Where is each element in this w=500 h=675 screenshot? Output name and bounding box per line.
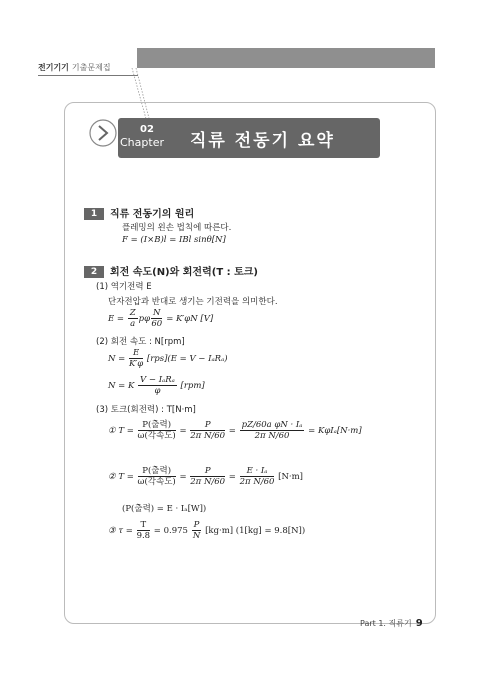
top-banner: [137, 48, 435, 68]
book-header: [38, 62, 111, 73]
subheading-emf: (1) 역기전력 E: [96, 282, 152, 292]
speed-fraction-2: $\frac{\text{V − IₐRₐ}}{\varphi}$: [140, 375, 175, 396]
section-2-number: 2: [84, 266, 104, 278]
torque-formula-3: ③ τ = $\frac{T}{9.8}$ = 0.975 $\frac{P}{N}$ [kg·m] (1[kg] = 9.8[N]): [108, 520, 306, 541]
speed-formula-1: N = $\frac{E}{K'\varphi}$ [rps](E = V − IₐRₐ): [108, 348, 228, 369]
section-2-title: 회전 속도(N)와 회전력(T : 토크): [110, 267, 258, 278]
chapter-word: Chapter: [120, 136, 164, 149]
torque-formula-1: ① T = $\frac{\text{P(출력)}}{\text{ω(각속도)}}$ = $\frac{P}{\text{2π N/60}}$ = $\frac{\text{pZ/60a φN · Iₐ}}{\text{2π N/60}}$ = KφIₐ[N·m]: [108, 420, 362, 441]
emf-fraction-za: $\frac{Z}{a}$: [129, 308, 136, 329]
subheading-torque: (3) 토크(회전력) : T[N·m]: [96, 405, 196, 415]
chapter-title: 직류 전동기 요약: [190, 131, 335, 151]
section-1-formula: F = (I×B)l = IBl sinθ[N]: [122, 235, 226, 245]
speed-fraction-1: $\frac{E}{K'\varphi}$: [128, 348, 144, 369]
book-title: 전기기기: [38, 63, 69, 72]
speed-formula-2: N = K $\frac{\text{V − IₐRₐ}}{\varphi}$ [rpm]: [108, 375, 205, 396]
emf-description: 단자전압과 반대로 생기는 기전력을 의미한다.: [108, 297, 278, 307]
emf-fraction-n60: $\frac{N}{60}$: [151, 308, 163, 329]
chevron-right-icon: [88, 118, 118, 148]
subheading-speed: (2) 회전 속도 : N[rpm]: [96, 337, 185, 347]
footer-part: Part 1. 직류기: [360, 619, 412, 628]
book-subtitle: 기출문제집: [71, 63, 111, 72]
power-note: (P(출력) = E · Iₐ[W]): [122, 504, 207, 514]
page-number: 9: [415, 618, 423, 629]
torque-formula-2: ② T = $\frac{\text{P(출력)}}{\text{ω(각속도)}}$ = $\frac{P}{\text{2π N/60}}$ = $\frac{\text{E · Iₐ}}{\text{2π N/60}}$ [N·m]: [108, 466, 303, 487]
emf-formula: E = $\frac{Z}{a}$ pφ $\frac{N}{60}$ = K′φN [V]: [108, 308, 214, 329]
section-2-heading: [84, 263, 258, 278]
section-1-heading: [84, 205, 194, 220]
chapter-number: 02: [140, 124, 154, 135]
page-footer: [360, 618, 423, 629]
section-1-number: 1: [84, 208, 104, 220]
header-rule: [38, 75, 138, 76]
section-1-text: 플레밍의 왼손 법칙에 따른다.: [122, 223, 232, 233]
section-1-title: 직류 전동기의 원리: [110, 209, 195, 220]
